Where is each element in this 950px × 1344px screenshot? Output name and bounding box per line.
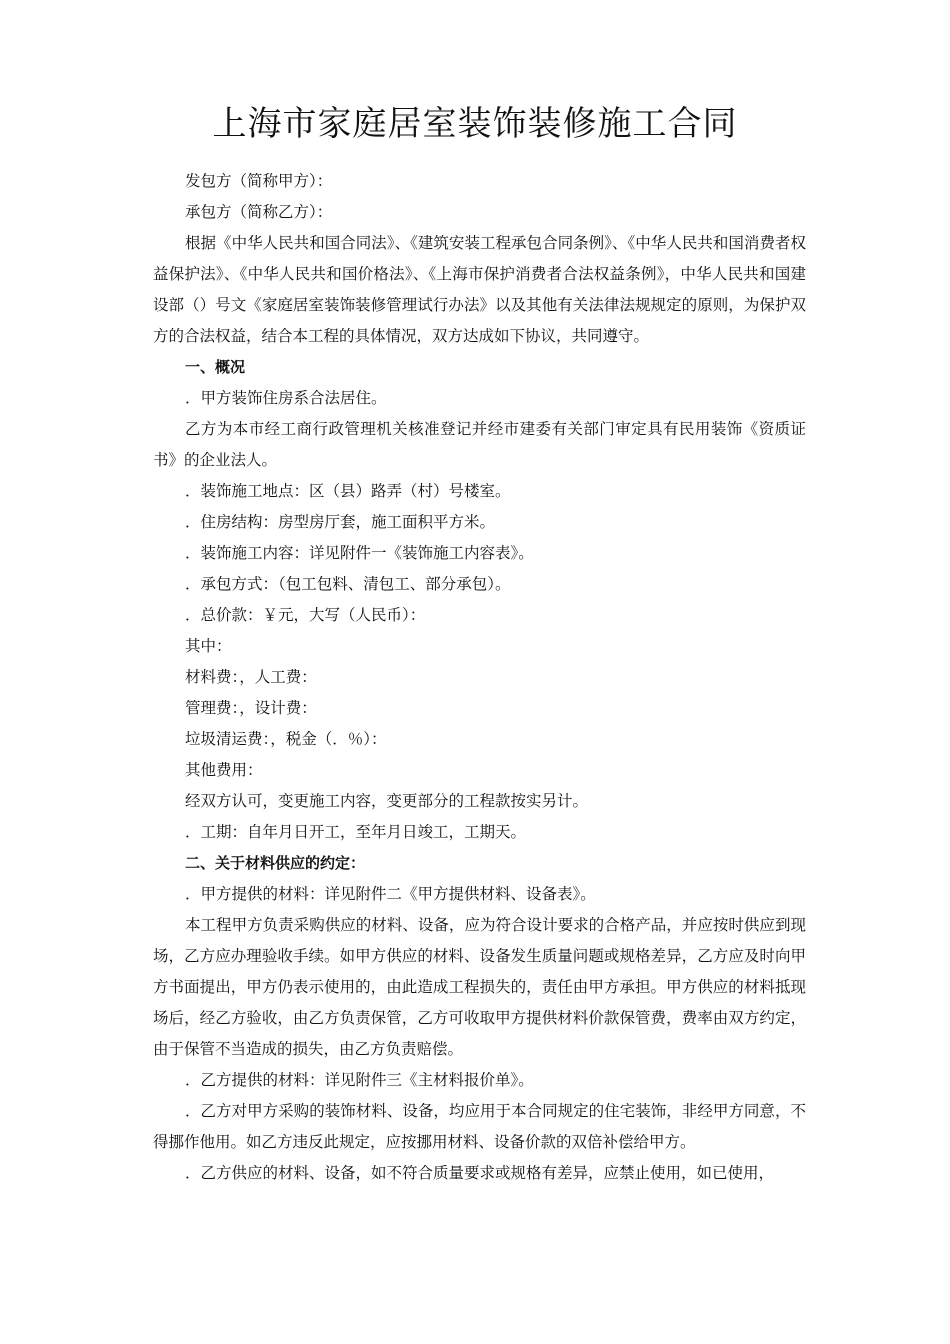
clause-paragraph: 垃圾清运费：，税金（．％）： — [185, 730, 387, 748]
clause-paragraph: ．住房结构：房型房厅套，施工面积平方米。 — [185, 513, 496, 531]
document-title: 上海市家庭居室装饰装修施工合同 — [212, 104, 738, 144]
clause-paragraph: ．甲方提供的材料：详见附件二《甲方提供材料、设备表》。 — [185, 885, 596, 903]
clause-paragraph: 经双方认可，变更施工内容，变更部分的工程款按实另计。 — [185, 792, 589, 810]
clause-paragraph: 管理费：，设计费： — [185, 699, 317, 717]
clause-paragraph: ．乙方供应的材料、设备，如不符合质量要求或规格有差异，应禁止使用，如已使用， — [185, 1164, 775, 1182]
clause-paragraph: 本工程甲方负责采购供应的材料、设备，应为符合设计要求的合格产品，并应按时供应到现场，乙方应办理验收手续。如甲方供应的材料、设备发生质量问题或规格差异，乙方应及时向甲方书面提出，甲方仍表示使用的，由此造成工程损失的，责任由甲方承担。甲方供应的材料抵现场后，经乙方验收，由乙方负责保管，乙方可收取甲方提供材料价款保管费，费率由双方约定，由于保管不当造成的损失，由乙方负责赔偿。 — [153, 916, 806, 1058]
clause-paragraph: 乙方为本市经工商行政管理机关核准登记并经市建委有关部门审定具有民用装饰《资质证书》的企业法人。 — [153, 420, 806, 469]
clause-paragraph: ．装饰施工内容：详见附件一《装饰施工内容表》。 — [185, 544, 534, 562]
clause-paragraph: 其中： — [185, 637, 232, 655]
clause-paragraph: ．承包方式：（包工包料、清包工、部分承包）。 — [185, 575, 511, 593]
clause-paragraph: ．乙方对甲方采购的装饰材料、设备，均应用于本合同规定的住宅装饰，非经甲方同意，不得挪作他用。如乙方违反此规定，应按挪用材料、设备价款的双倍补偿给甲方。 — [153, 1102, 806, 1151]
clause-paragraph: ．甲方装饰住房系合法居住。 — [185, 389, 387, 407]
clause-paragraph: ．工期：自年月日开工，至年月日竣工，工期天。 — [185, 823, 527, 841]
clause-paragraph: ．装饰施工地点：区（县）路弄（村）号楼室。 — [185, 482, 511, 500]
clause-paragraph: ．总价款：￥元，大写（人民币）： — [185, 606, 426, 624]
section-heading-overview: 一、概况 — [185, 358, 246, 376]
document-body — [153, 166, 806, 1189]
preamble-paragraph: 根据《中华人民共和国合同法》、《建筑安装工程承包合同条例》、《中华人民共和国消费者权益保护法》、《中华人民共和国价格法》、《上海市保护消费者合法权益条例》，中华人民共和国建设部（）号文《家庭居室装饰装修管理试行办法》以及其他有关法律法规规定的原则，为保护双方的合法权益，结合本工程的具体情况，双方达成如下协议，共同遵守。 — [153, 234, 806, 345]
section-heading-materials: 二、关于材料供应的约定： — [185, 854, 366, 872]
clause-paragraph: ．乙方提供的材料：详见附件三《主材料报价单》。 — [185, 1071, 534, 1089]
party-b-line: 承包方（简称乙方）： — [185, 203, 333, 221]
clause-paragraph: 其他费用： — [185, 761, 263, 779]
clause-paragraph: 材料费：，人工费： — [185, 668, 317, 686]
party-a-line: 发包方（简称甲方）： — [185, 172, 333, 190]
